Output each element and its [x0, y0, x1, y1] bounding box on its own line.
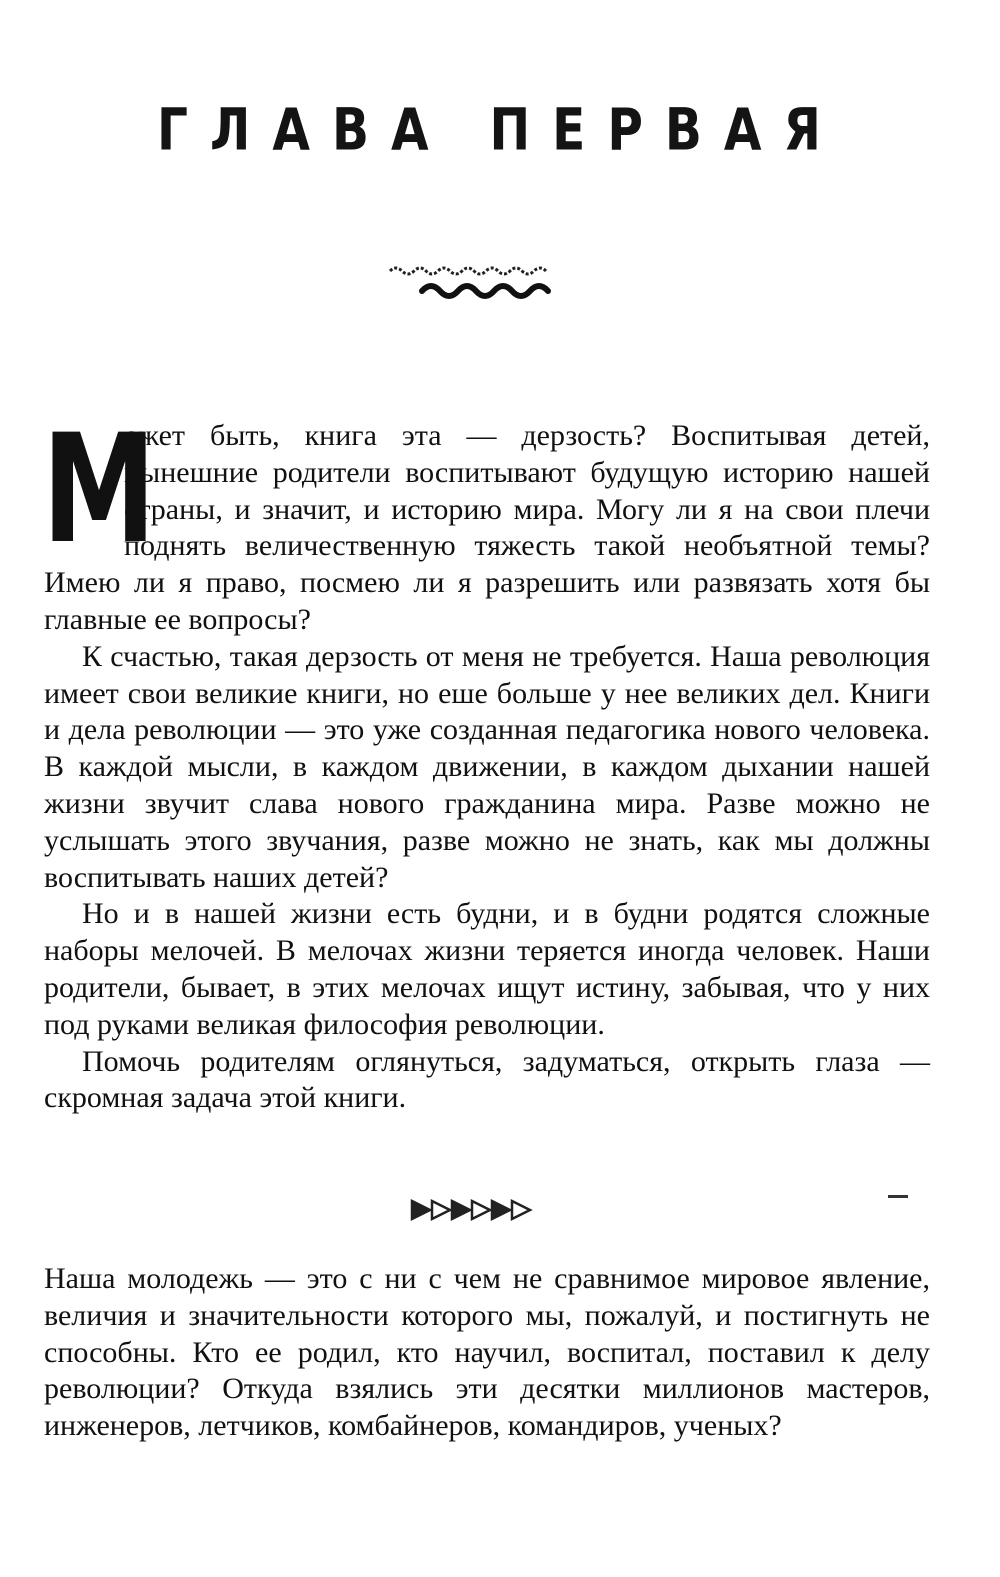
stray-mark [888, 1195, 908, 1198]
wave-ornament-icon [380, 255, 570, 305]
section-1 [42, 403, 930, 1117]
arrowhead-ornament-icon [408, 1193, 558, 1227]
paragraph: ожет быть, книга эта — дерзость? Воспитывая детей, нынешние родители воспитывают будущую историю нашей страны, и значит, и историю мира. Могу ли я на свои плечи поднять величественную тяжесть такой необъятной темы? Имею ли я право, посмею ли я разрешить или развязать хотя бы главные ее вопросы? [44, 419, 930, 636]
paragraph: Наша молодежь — это с ни с чем не сравнимое мировое явление, величия и значительности которого мы, пожалуй, и постигнуть не способны. Кто ее родил, кто научил, воспитал, поставил к делу революции? Откуда взялись эти десятки миллионов мастеров, инженеров, летчиков, комбайнеров, командиров, ученых? [44, 1262, 930, 1443]
paragraph: К счастью, такая дерзость от меня не требуется. Наша революция имеет свои великие книги, но еше больше у нее великих дел. Книги и дела революции — это уже созданная педагогика нового человека. В каждой мысли, в каждом движении, в каждом дыхании нашей жизни звучит слава нового гражданина мира. Разве можно не услышать этого звучания, разве можно не знать, как мы должны воспитывать наших детей? [44, 639, 930, 894]
paragraph: Помочь родителям оглянуться, задуматься, открыть глаза — скромная задача этой книги. [44, 1044, 930, 1115]
paragraph: Но и в нашей жизни есть будни, и в будни родятся сложные наборы мелочей. В мелочах жизни теряется иногда человек. Наши родители, бывает, в этих мелочах ищут истину, забывая, что у них под руками великая философия революции. [44, 897, 930, 1041]
chapter-title: ГЛАВА ПЕРВАЯ [157, 95, 843, 164]
drop-cap: М [42, 403, 157, 577]
section-2 [44, 1261, 930, 1445]
